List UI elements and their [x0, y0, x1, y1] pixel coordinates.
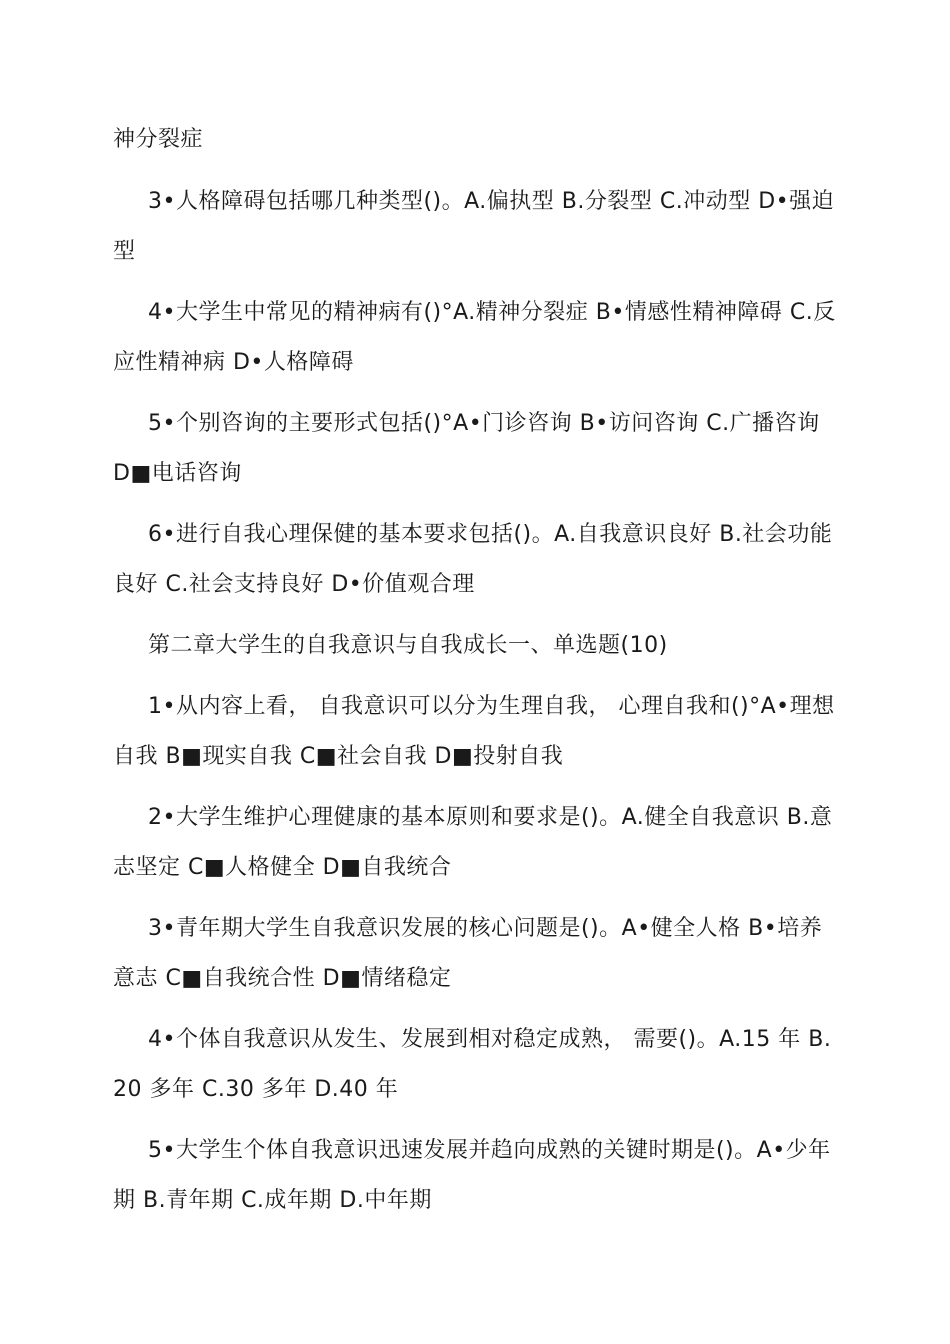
- question-paragraph: 1•从内容上看， 自我意识可以分为生理自我， 心理自我和()°A•理想自我 B■现实自我 C■社会自我 D■投射自我: [113, 694, 835, 769]
- question-paragraph: 5•个别咨询的主要形式包括()°A•门诊咨询 B•访问咨询 C.广播咨询 D■电话咨询: [113, 411, 820, 486]
- question-paragraph: 3•人格障碍包括哪几种类型()。A.偏执型 B.分裂型 C.冲动型 D•强迫型: [113, 189, 835, 264]
- paragraph-continuation: 神分裂症: [113, 127, 204, 152]
- question-paragraph: 5•大学生个体自我意识迅速发展并趋向成熟的关键时期是()。A•少年期 B.青年期 C.成年期 D.中年期: [113, 1138, 831, 1213]
- question-paragraph: 2•大学生维护心理健康的基本原则和要求是()。A.健全自我意识 B.意志坚定 C■人格健全 D■自我统合: [113, 805, 833, 880]
- chapter-heading: 第二章大学生的自我意识与自我成长一、单选题(10): [148, 633, 668, 658]
- question-paragraph: 3•青年期大学生自我意识发展的核心问题是()。A•健全人格 B•培养意志 C■自我统合性 D■情绪稳定: [113, 916, 823, 991]
- question-paragraph: 4•大学生中常见的精神病有()°A.精神分裂症 B•情感性精神障碍 C.反应性精神病 D•人格障碍: [113, 300, 836, 375]
- question-paragraph: 6•进行自我心理保健的基本要求包括()。A.自我意识良好 B.社会功能良好 C.社会支持良好 D•价值观合理: [113, 522, 833, 597]
- question-paragraph: 4•个体自我意识从发生、发展到相对稳定成熟， 需要()。A.15 年 B.20 多年 C.30 多年 D.40 年: [113, 1027, 832, 1102]
